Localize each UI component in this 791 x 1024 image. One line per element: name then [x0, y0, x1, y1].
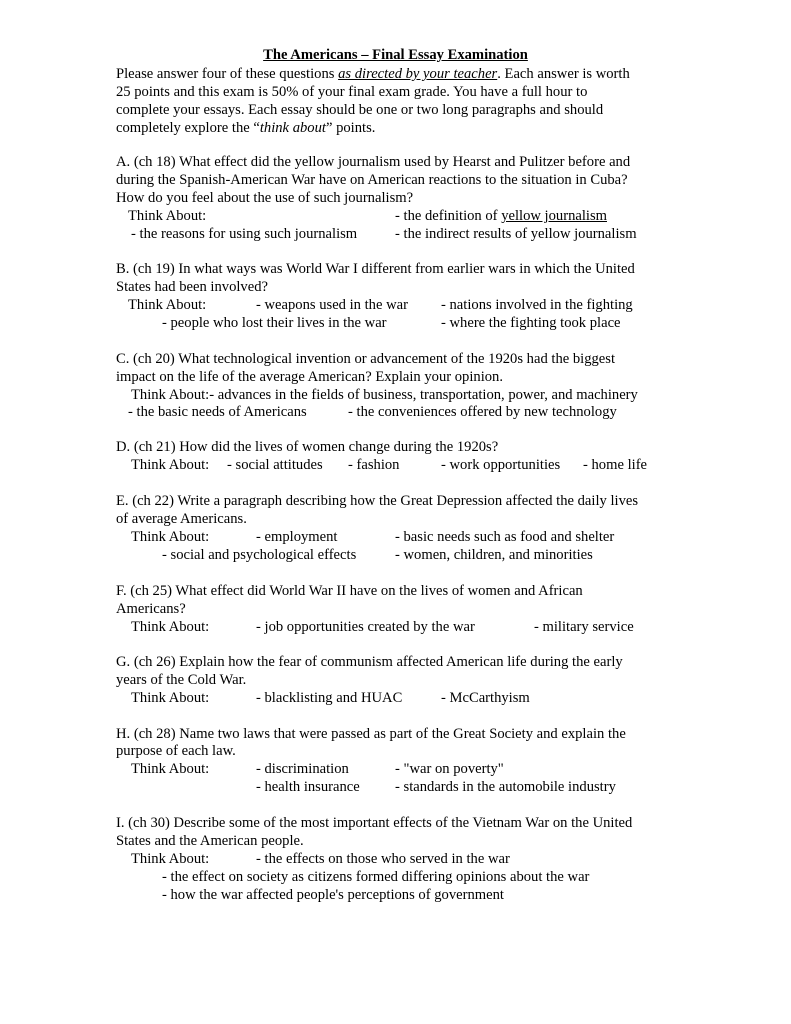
think-point: - the conveniences offered by new technology — [348, 404, 617, 420]
think-about-label: Think About: — [131, 529, 210, 545]
think-about-label: Think About: — [128, 297, 207, 313]
question-h-line-1: H. (ch 28) Name two laws that were passed as part of the Great Society and explain the — [116, 726, 626, 742]
page-title: The Americans – Final Essay Examination — [263, 47, 528, 63]
intro-text: . Each answer is worth — [497, 66, 630, 82]
think-point-underlined: yellow journalism — [501, 208, 607, 224]
think-about-label: Think About: — [131, 851, 210, 867]
question-f-line-1: F. (ch 25) What effect did World War II have on the lives of women and African — [116, 583, 583, 599]
intro-text: ” points. — [325, 120, 376, 136]
think-point: - "war on poverty" — [395, 761, 504, 777]
think-point: - home life — [583, 457, 648, 473]
question-e-line-2: of average Americans. — [116, 511, 247, 527]
question-i-line-2: States and the American people. — [116, 833, 304, 849]
think-point: - McCarthyism — [441, 690, 530, 706]
question-h-line-2: purpose of each law. — [116, 743, 236, 759]
think-point: - the basic needs of Americans — [128, 404, 307, 420]
think-point: - the effect on society as citizens formed differing opinions about the war — [162, 869, 590, 885]
question-a-line-2: during the Spanish-American War have on American reactions to the situation in Cuba? — [116, 172, 628, 188]
intro-italic: think about — [259, 120, 326, 136]
intro-line-4 — [116, 119, 375, 137]
think-about-label: Think About: — [128, 208, 207, 224]
question-b-line-2: States had been involved? — [116, 279, 268, 295]
think-point: - health insurance — [256, 779, 360, 795]
intro-line-1 — [116, 65, 630, 83]
think-about-line: Think About:- advances in the fields of business, transportation, power, and machinery — [131, 387, 638, 403]
think-point: - weapons used in the war — [256, 297, 408, 313]
intro-emphasis: as directed by your teacher — [338, 66, 498, 82]
intro-line-2: 25 points and this exam is 50% of your final exam grade. You have a full hour to — [116, 84, 588, 100]
think-point: - military service — [534, 619, 634, 635]
think-about-label: Think About: — [131, 619, 210, 635]
intro-text: Please answer four of these questions — [116, 66, 339, 82]
intro-line-3: complete your essays. Each essay should be one or two long paragraphs and should — [116, 102, 604, 118]
think-point: - fashion — [348, 457, 400, 473]
question-c-line-1: C. (ch 20) What technological invention or advancement of the 1920s had the biggest — [116, 351, 616, 367]
think-point: - the effects on those who served in the war — [256, 851, 510, 867]
think-point: - blacklisting and HUAC — [256, 690, 403, 706]
think-point: - people who lost their lives in the war — [162, 315, 387, 331]
question-a-line-1: A. (ch 18) What effect did the yellow journalism used by Hearst and Pulitzer before and — [116, 154, 631, 170]
question-f-line-2: Americans? — [116, 601, 186, 617]
question-a-line-3: How do you feel about the use of such journalism? — [116, 190, 414, 206]
think-point-text: - the definition of — [395, 208, 502, 224]
think-point: - standards in the automobile industry — [395, 779, 616, 795]
think-about-label: Think About: — [131, 761, 210, 777]
think-point: - how the war affected people's perceptions of government — [162, 887, 504, 903]
think-point: - nations involved in the fighting — [441, 297, 633, 313]
think-point: - social and psychological effects — [162, 547, 357, 563]
question-g-line-1: G. (ch 26) Explain how the fear of communism affected American life during the early — [116, 654, 623, 670]
intro-text: completely explore the “ — [116, 120, 260, 136]
think-point: - the indirect results of yellow journalism — [395, 226, 637, 242]
question-i-line-1: I. (ch 30) Describe some of the most important effects of the Vietnam War on the United — [116, 815, 633, 831]
think-point: - job opportunities created by the war — [256, 619, 475, 635]
think-point — [395, 207, 607, 225]
think-point: - discrimination — [256, 761, 349, 777]
think-point: - work opportunities — [441, 457, 561, 473]
question-g-line-2: years of the Cold War. — [116, 672, 247, 688]
think-point: - employment — [256, 529, 338, 545]
think-point: - women, children, and minorities — [395, 547, 593, 563]
think-point: - the reasons for using such journalism — [131, 226, 358, 242]
think-point: - where the fighting took place — [441, 315, 621, 331]
think-point: - basic needs such as food and shelter — [395, 529, 615, 545]
question-c-line-2: impact on the life of the average American? Explain your opinion. — [116, 369, 504, 385]
think-about-label: Think About: — [131, 457, 210, 473]
question-d-line-1: D. (ch 21) How did the lives of women change during the 1920s? — [116, 439, 499, 455]
think-about-label: Think About: — [131, 690, 210, 706]
question-b-line-1: B. (ch 19) In what ways was World War I different from earlier wars in which the United — [116, 261, 635, 277]
question-e-line-1: E. (ch 22) Write a paragraph describing how the Great Depression affected the daily lives — [116, 493, 639, 509]
think-point: - social attitudes — [227, 457, 323, 473]
